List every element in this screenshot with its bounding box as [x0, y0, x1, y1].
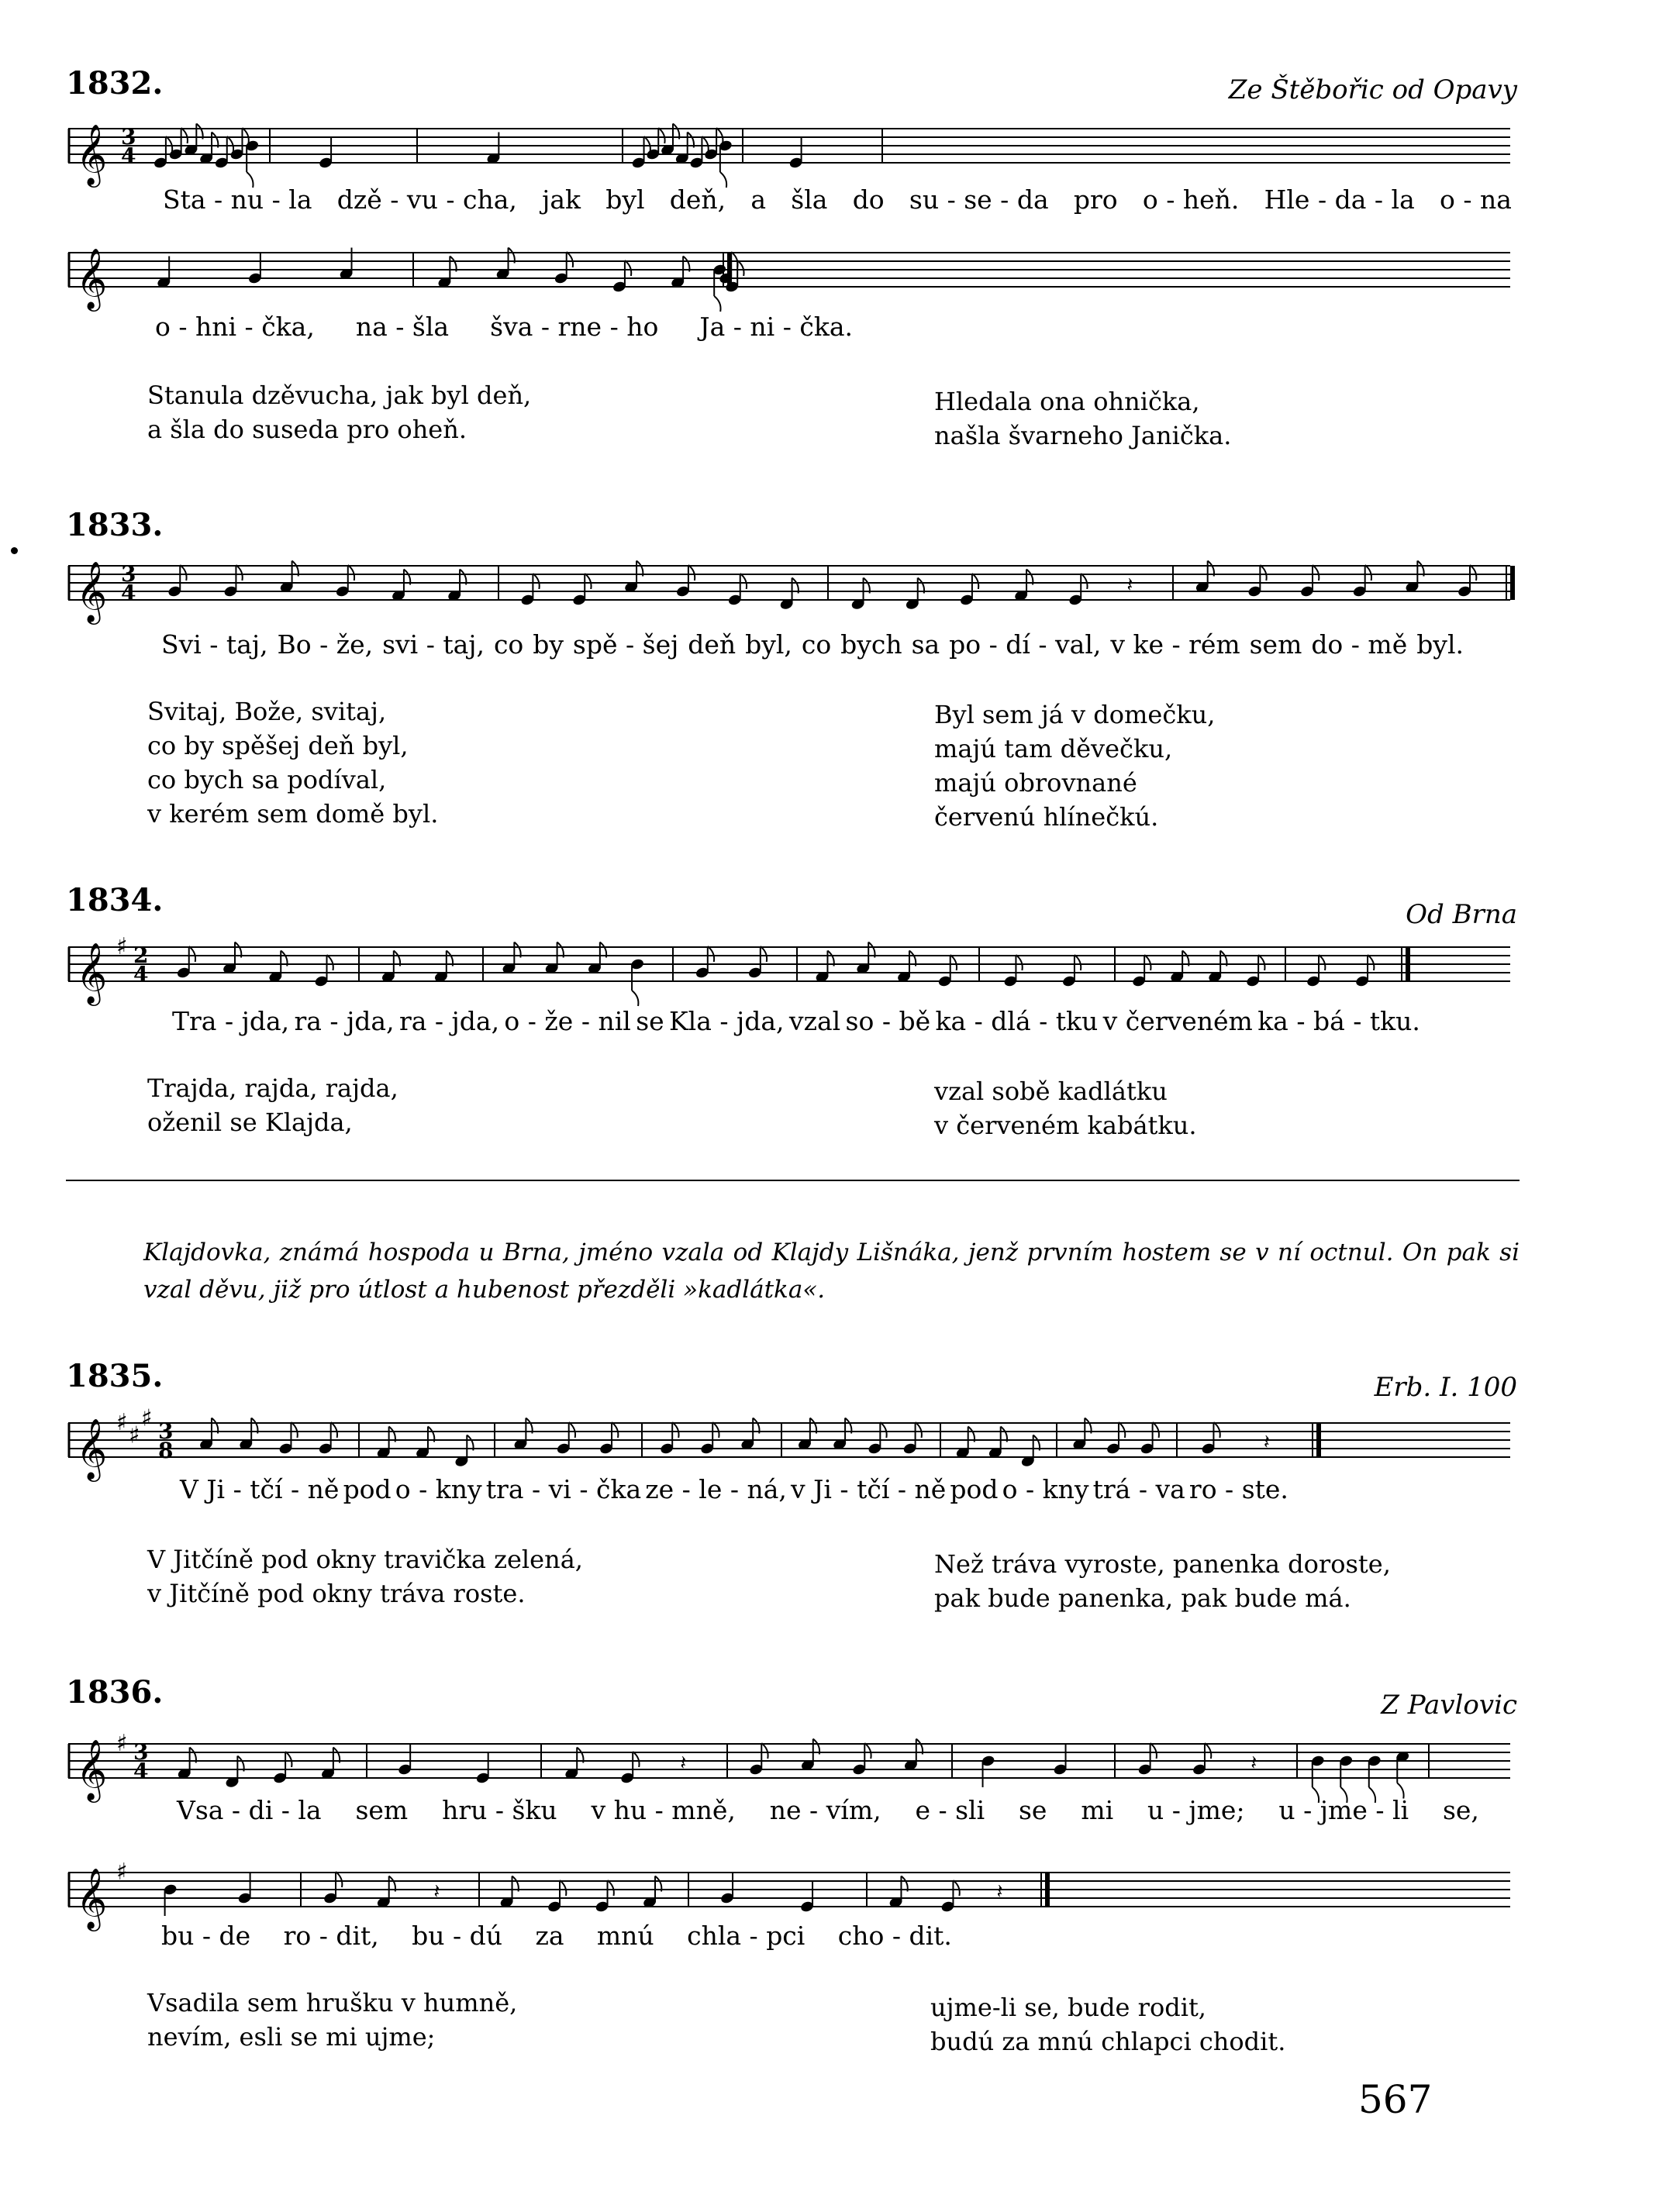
time-signature-top: 3	[121, 124, 136, 150]
lyrics-line	[177, 1795, 1479, 1825]
lyric-syllable: o - heň.	[1142, 184, 1240, 215]
lyrics-line	[161, 1921, 952, 1951]
time-signature-bottom: 8	[158, 1438, 174, 1463]
note-flag	[1119, 1422, 1125, 1438]
verse-line: co by spěšej deň byl,	[147, 731, 409, 760]
note-flag	[1213, 1422, 1219, 1438]
note-flag	[708, 946, 714, 962]
note-flag	[688, 565, 695, 581]
lyric-syllable: cho - dit.	[837, 1921, 952, 1951]
note-flag	[625, 260, 631, 276]
note-flag	[714, 296, 720, 312]
treble-clef-icon: 𝄞	[76, 248, 108, 309]
note-flag	[1205, 1743, 1211, 1759]
music-staff	[68, 1859, 1510, 1929]
lyric-syllable: Ja - ni - čka.	[699, 312, 853, 342]
note-flag	[567, 252, 573, 267]
verse-left	[147, 1986, 517, 2054]
lyric-syllable: a	[750, 184, 767, 215]
lyric-syllable: deň,	[669, 184, 726, 215]
lyric-syllable: tra - vi - čka	[485, 1474, 642, 1504]
lyric-syllable: se	[1019, 1795, 1047, 1825]
verse-line: Hledala ona ohnička,	[934, 387, 1200, 416]
lyric-syllable: vzal	[788, 1006, 841, 1036]
lyric-syllable: dzě - vu - cha,	[336, 184, 517, 215]
lyric-syllable: co	[801, 629, 832, 660]
lyric-syllable: V Ji - tčí - ně	[180, 1474, 340, 1504]
sharp-icon: ♯	[116, 1859, 128, 1886]
lyric-syllable: v červeném	[1102, 1006, 1253, 1036]
lyric-syllable: hru - šku	[442, 1795, 557, 1825]
verse-line: a šla do suseda pro oheň.	[147, 415, 467, 444]
verse-line: Byl sem já v domečku,	[934, 700, 1216, 729]
lyric-syllable: ra - jda,	[398, 1006, 500, 1036]
note-flag	[740, 574, 747, 589]
note-flag	[880, 1422, 886, 1438]
time-signature-bottom: 4	[133, 962, 149, 987]
lyric-syllable: so - bě	[845, 1006, 931, 1036]
note-flag	[533, 574, 539, 589]
verse-right	[934, 1074, 1197, 1142]
note-flag	[560, 1880, 566, 1896]
note-flag	[644, 136, 650, 152]
lyric-syllable: byl	[605, 184, 645, 215]
lyric-syllable: jak	[542, 184, 581, 215]
song-source: Ze Štěbořic od Opavy	[1228, 74, 1517, 105]
treble-clef-icon: 𝄞	[76, 1868, 108, 1929]
time-signature-top: 2	[133, 942, 149, 968]
note-flag	[702, 136, 708, 152]
lyric-syllable: spě - šej	[572, 629, 679, 660]
music-staff	[68, 239, 1510, 309]
song-number: 1836.	[66, 1674, 164, 1711]
divider	[66, 1180, 1520, 1181]
time-signature-top: 3	[158, 1418, 174, 1444]
lyric-syllable: u - jme - li	[1278, 1795, 1409, 1825]
lyric-syllable: sem	[1249, 629, 1302, 660]
lyric-syllable: pod	[950, 1474, 999, 1504]
note-flag	[1075, 955, 1081, 970]
lyric-syllable: ro - ste.	[1188, 1474, 1288, 1504]
note-flag	[348, 565, 354, 581]
verse-right	[934, 698, 1215, 834]
verse-line: pak bude panenka, pak bude má.	[934, 1583, 1351, 1613]
note-flag	[972, 574, 978, 589]
verse-line: v červeném kabátku.	[934, 1111, 1197, 1140]
lyric-syllable: ra - jda,	[294, 1006, 395, 1036]
sharp-icon: ♯	[116, 1730, 128, 1757]
note-flag	[336, 1872, 342, 1887]
lyric-syllable: ka - dlá - tku	[935, 1006, 1099, 1036]
note-flag	[1365, 565, 1371, 581]
sharp-icon: ♯	[116, 1409, 128, 1436]
lyric-syllable: šva - rne - ho	[490, 312, 659, 342]
time-signature-top: 3	[121, 561, 136, 587]
note-flag	[633, 1752, 639, 1767]
lyric-syllable: pod	[343, 1474, 392, 1504]
lyric-syllable: su - se - da	[909, 184, 1049, 215]
lyric-syllable: ka - bá - tku.	[1257, 1006, 1420, 1036]
verse-line: ujme-li se, bude rodit,	[930, 1993, 1206, 2022]
verse-line: Stanula dzěvucha, jak byl deň,	[147, 381, 532, 410]
lyric-syllable: ro - dit,	[283, 1921, 379, 1951]
rest-icon: 𝄽	[433, 1880, 440, 1904]
treble-clef-icon: 𝄞	[76, 1418, 108, 1480]
lyric-syllable: co	[493, 629, 524, 660]
note-flag	[1313, 565, 1319, 581]
lyric-syllable: do - mě	[1311, 629, 1408, 660]
note-flag	[761, 946, 767, 962]
lyric-syllable: v hu - mně,	[591, 1795, 736, 1825]
verse-line: Vsadila sem hrušku v humně,	[147, 1988, 518, 2017]
lyric-syllable: do	[852, 184, 885, 215]
lyric-syllable: Kla - jda,	[669, 1006, 785, 1036]
rest-icon: 𝄽	[1126, 574, 1133, 597]
verse-line: budú za mnú chlapci chodit.	[930, 2027, 1286, 2056]
song-number: 1834.	[66, 882, 164, 918]
verse-line: co bych sa podíval,	[147, 765, 387, 794]
lyric-syllable: Svi - taj,	[161, 629, 268, 660]
lyric-syllable: Sta - nu - la	[163, 184, 312, 215]
lyrics-line	[180, 1474, 1288, 1504]
lyric-syllable: u - jme;	[1147, 1795, 1245, 1825]
note-flag	[953, 1880, 959, 1896]
verse-right	[930, 1990, 1285, 2059]
verse-line: v Jitčíně pod okny tráva roste.	[147, 1579, 526, 1608]
verse-left	[147, 1071, 398, 1139]
note-flag	[1260, 565, 1266, 581]
lyric-syllable: se,	[1442, 1795, 1479, 1825]
lyric-syllable: za	[535, 1921, 564, 1951]
note-flag	[585, 574, 591, 589]
song-source: Z Pavlovic	[1381, 1690, 1517, 1721]
footnote: Klajdovka, známá hospoda u Brna, jméno vzala od Klajdy Lišnáka, jenž prvním hostem se v ní octnul. On pak si vzal děvu, již pro útlost a hubenost přezděli »kadlátka«.	[143, 1239, 1520, 1304]
note-flag	[1368, 955, 1374, 970]
lyric-syllable: o - kny	[1002, 1474, 1089, 1504]
lyric-syllable: bu - dú	[412, 1921, 503, 1951]
note-flag	[181, 128, 188, 143]
lyric-syllable: svi - taj,	[382, 629, 485, 660]
lyric-syllable: sem	[355, 1795, 409, 1825]
verse-line: Svitaj, Bože, svitaj,	[147, 697, 387, 726]
verse-line: V Jitčíně pod okny travička zelená,	[147, 1545, 583, 1574]
note-flag	[1081, 574, 1087, 589]
note-flag	[612, 1422, 618, 1438]
lyrics-line	[155, 312, 853, 342]
lyric-syllable: deň	[688, 629, 737, 660]
lyric-syllable: v Ji - tčí - ně	[791, 1474, 947, 1504]
verse-line: vzal sobě kadlátku	[934, 1077, 1168, 1106]
note-flag	[716, 128, 723, 143]
lyric-syllable: Bo - že,	[277, 629, 374, 660]
verse-line: našla švarneho Janička.	[934, 421, 1232, 450]
note-flag	[608, 1880, 614, 1896]
note-flag	[658, 128, 664, 143]
treble-clef-icon: 𝄞	[76, 1739, 108, 1800]
song-number: 1832.	[66, 65, 164, 102]
lyric-syllable: mi	[1081, 1795, 1114, 1825]
verse-left	[147, 1542, 583, 1611]
lyric-syllable: po - dí - val,	[949, 629, 1102, 660]
verse-line: oženil se Klajda,	[147, 1108, 353, 1137]
treble-clef-icon: 𝄞	[76, 124, 108, 185]
lyric-syllable: e - sli	[915, 1795, 985, 1825]
note-flag	[1153, 1422, 1159, 1438]
rest-icon: 𝄽	[1251, 1752, 1257, 1775]
time-signature-bottom: 4	[133, 1759, 149, 1784]
page-number: 567	[1358, 2077, 1433, 2122]
lyric-syllable: sa	[911, 629, 940, 660]
lyric-syllable: Hle - da - la	[1264, 184, 1415, 215]
verse-right	[934, 1547, 1391, 1615]
note-flag	[227, 136, 233, 152]
song-source: Od Brna	[1406, 899, 1517, 930]
lyric-syllable: trá - va	[1092, 1474, 1185, 1504]
verse-line: majú tam děvečku,	[934, 734, 1173, 763]
note-flag	[291, 1422, 297, 1438]
song-number: 1833.	[66, 507, 164, 543]
lyric-syllable: na - šla	[355, 312, 450, 342]
verse-line: majú obrovnané	[934, 768, 1137, 798]
note-flag	[1258, 955, 1264, 970]
music-staff	[68, 933, 1510, 1004]
note-flag	[672, 1422, 678, 1438]
verse-right	[934, 384, 1231, 453]
lyrics-line	[172, 1006, 1420, 1036]
verse-line: Než tráva vyroste, panenka doroste,	[934, 1549, 1391, 1579]
lyric-syllable: mnú	[596, 1921, 654, 1951]
lyric-syllable: se	[636, 1006, 664, 1036]
note-flag	[326, 955, 333, 970]
note-flag	[737, 260, 743, 276]
note-flag	[189, 946, 195, 962]
lyric-syllable: bu - de	[161, 1921, 251, 1951]
verse-line: Trajda, rajda, rajda,	[147, 1073, 398, 1103]
note-flag	[180, 565, 186, 581]
note-flag	[1150, 1743, 1157, 1759]
lyric-syllable: ze - le - ná,	[645, 1474, 787, 1504]
lyric-syllable: šla	[791, 184, 828, 215]
lyric-syllable: Tra - jda,	[172, 1006, 290, 1036]
note-flag	[916, 1422, 922, 1438]
lyric-syllable: o - hni - čka,	[155, 312, 315, 342]
note-flag	[242, 128, 248, 143]
verse-line: nevím, esli se mi ujme;	[147, 2022, 436, 2052]
verse-line: v kerém sem domě byl.	[147, 799, 439, 829]
note-flag	[331, 1422, 337, 1438]
song-number: 1835.	[66, 1358, 164, 1394]
lyric-syllable: v ke - rém	[1110, 629, 1240, 660]
lyric-syllable: byl,	[745, 629, 792, 660]
rest-icon: 𝄽	[680, 1752, 687, 1775]
note-flag	[632, 991, 638, 1006]
music-staff	[68, 1730, 1510, 1800]
note-flag	[864, 1743, 871, 1759]
treble-clef-icon: 𝄞	[76, 561, 108, 622]
lyric-syllable: o - na	[1439, 184, 1512, 215]
note-flag	[285, 1752, 291, 1767]
note-flag	[1016, 955, 1022, 970]
music-staff	[68, 1404, 1510, 1480]
note-flag	[166, 136, 172, 152]
rest-icon: 𝄽	[1263, 1431, 1270, 1454]
lyric-syllable: bych	[840, 629, 902, 660]
sharp-icon: ♯	[116, 933, 128, 960]
lyric-syllable: o - kny	[395, 1474, 482, 1504]
note-flag	[1319, 955, 1325, 970]
margin-dot	[11, 547, 18, 554]
lyric-syllable: ne - vím,	[769, 1795, 881, 1825]
note-flag	[236, 565, 242, 581]
song-source: Erb. I. 100	[1374, 1372, 1517, 1403]
note-flag	[950, 955, 957, 970]
sharp-icon: ♯	[141, 1404, 153, 1432]
sharp-icon: ♯	[129, 1421, 140, 1449]
note-flag	[712, 1422, 719, 1438]
lyric-syllable: pro	[1073, 184, 1118, 215]
lyric-syllable: by	[533, 629, 564, 660]
lyrics-line	[161, 629, 1464, 660]
treble-clef-icon: 𝄞	[76, 942, 108, 1004]
lyric-syllable: chla - pci	[687, 1921, 806, 1951]
verse-left	[147, 694, 438, 831]
rest-icon: 𝄽	[996, 1880, 1003, 1904]
lyric-syllable: o - že - nil	[504, 1006, 631, 1036]
verse-line: červenú hlínečkú.	[934, 802, 1159, 832]
note-flag	[761, 1743, 768, 1759]
time-signature-bottom: 4	[121, 143, 136, 169]
time-signature-bottom: 4	[121, 581, 136, 606]
music-staff	[68, 115, 1510, 185]
time-signature-top: 3	[133, 1739, 149, 1765]
note-flag	[569, 1422, 575, 1438]
music-staff	[68, 552, 1510, 622]
lyric-syllable: Vsa - di - la	[177, 1795, 322, 1825]
lyric-syllable: byl.	[1416, 629, 1464, 660]
verse-left	[147, 378, 531, 446]
note-flag	[1144, 955, 1150, 970]
lyrics-line	[163, 184, 1512, 215]
note-flag	[1470, 565, 1476, 581]
